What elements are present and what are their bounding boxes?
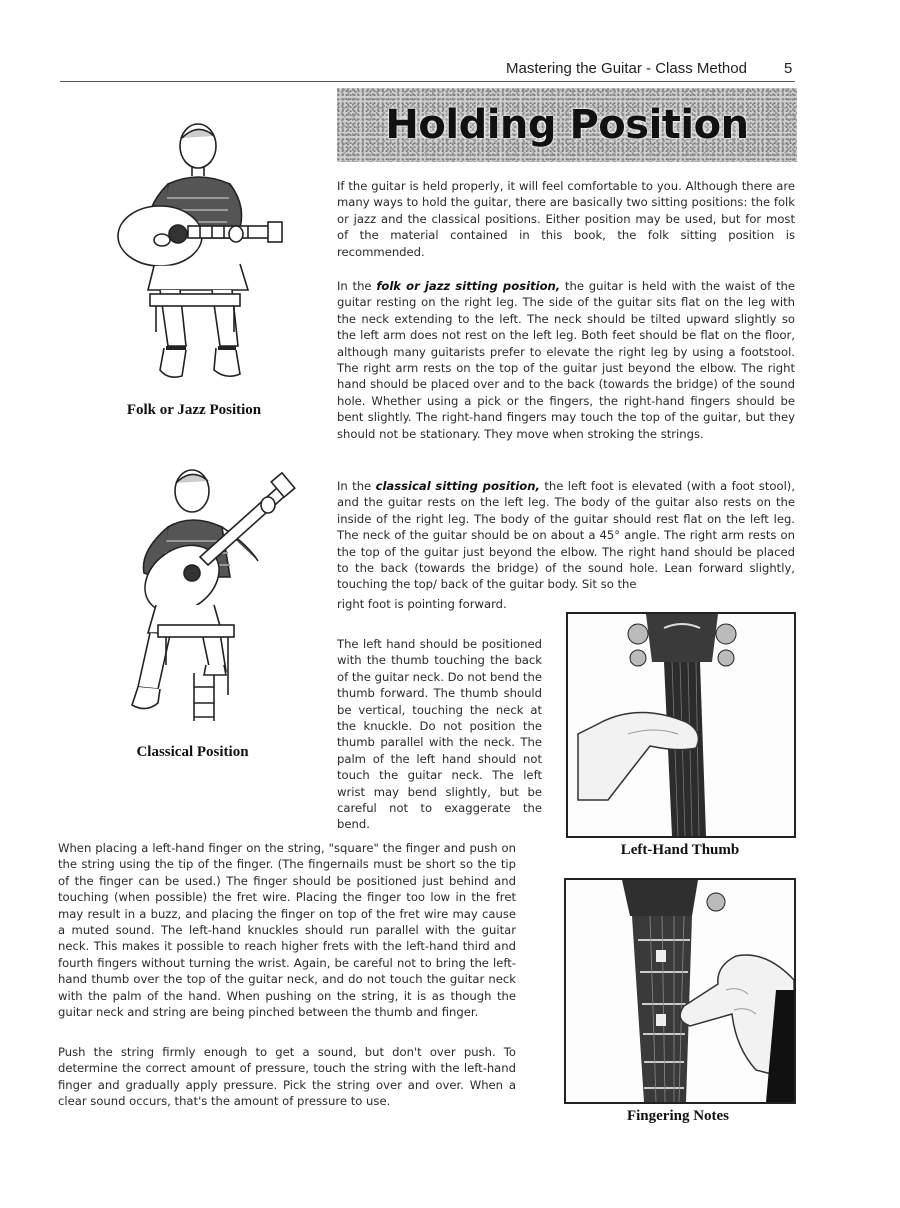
title-banner — [337, 88, 797, 162]
classical-position-paragraph — [337, 478, 795, 593]
folk-position-illustration — [108, 118, 288, 390]
intro-paragraph: If the guitar is held properly, it will feel comfortable to you. Although there are many ways to hold the guitar, there are basically two sitting positions: the folk or jazz and the classical positions. Either position may be used, but for most of the material contained in this book, the folk sitting position is recommended. — [337, 179, 795, 259]
thumb-photo-drawing — [568, 614, 794, 836]
classical-lead: In the — [337, 479, 376, 493]
folk-term: folk or jazz sitting position, — [376, 279, 561, 293]
fingering-notes-photo — [564, 878, 796, 1104]
fingering-photo-drawing — [566, 880, 794, 1102]
fingering-paragraph: When placing a left-hand finger on the string, "square" the finger and push on the string using the tip of the finger. (The fingernails must be short so the tip of the finger can be used.) The finger should be positioned just behind and touching (when possible) the fret wire. Placing the finger too low in the fret may result in a buzz, and placing the finger on top of the fret wire may cause a muted sound. The left-hand knuckles should run parallel with the guitar neck. This makes it possible to reach higher frets with the left-hand third and fourth fingers without turning the wrist. Again, be careful not to bring the left-hand thumb over the top of the guitar neck, and do not touch the guitar neck with the palm of the hand. When pushing on the string, it is as though the guitar neck and string are being pinched between the thumb and finger. — [58, 841, 516, 1020]
left-hand-paragraph: The left hand should be positioned with the thumb touching the back of the guitar neck. Do not bend the thumb forward. The thumb should be vertical, touching the neck at the knuckle. Do not position the thumb parallel with the neck. The palm of the left hand should not touch the guitar neck. The left wrist may bend slightly, but be careful not to exaggerate the bend. — [337, 637, 542, 832]
folk-body: the guitar is held with the waist of the guitar resting on the right leg. The side of the guitar sits flat on the leg with the neck extending to the left. The neck should be tilted upward slightly so the left arm does not rest on the left leg. Both feet should be flat on the floor, although many guitarists prefer to elevate the right leg by using a footstool. The right arm rests on the top of the guitar just beyond the elbow. The right hand should be placed over and to the back (towards the bridge) of the sound hole. Whether using a pick or the fingers, the right-hand fingers should be bent slightly. The right-hand fingers may touch the top of the guitar, but they should not be stationary. They move when stroking the strings. — [337, 279, 795, 441]
classical-position-illustration — [118, 465, 298, 725]
page-number: 5 — [784, 60, 793, 77]
folk-position-paragraph — [337, 278, 795, 442]
classical-body: the left foot is elevated (with a foot stool), and the guitar rests on the left leg. The body of the guitar also rests on the inside of the right leg. The body of the guitar should rest flat on the left leg. The neck of the guitar should be on about a 45° angle. The right arm rests on the top of the guitar just beyond the elbow. The right hand should be placed to the back (towards the bridge) of the sound hole. Lean forward slightly, touching the top/ back of the guitar body. Sit so the — [337, 479, 796, 592]
classical-term: classical sitting position, — [375, 479, 540, 493]
caption-classical-position: Classical Position — [136, 744, 249, 760]
left-hand-thumb-photo — [566, 612, 796, 838]
folk-lead: In the — [337, 279, 377, 293]
caption-folk-position: Folk or Jazz Position — [126, 402, 262, 418]
caption-fingering-notes: Fingering Notes — [626, 1108, 730, 1124]
pressure-paragraph: Push the string firmly enough to get a sound, but don't over push. To determine the correct amount of pressure, touch the string with the left-hand finger and gradually apply pressure. Pick the string over and over. When a clear sound occurs, that's the amount of pressure to use. — [58, 1045, 516, 1109]
classical-tail-paragraph: right foot is pointing forward. — [337, 597, 507, 611]
header-rule — [60, 81, 795, 82]
page-title: Holding Position — [385, 102, 749, 148]
book-title: Mastering the Guitar - Class Method — [506, 60, 747, 77]
caption-left-hand-thumb: Left-Hand Thumb — [620, 842, 740, 858]
